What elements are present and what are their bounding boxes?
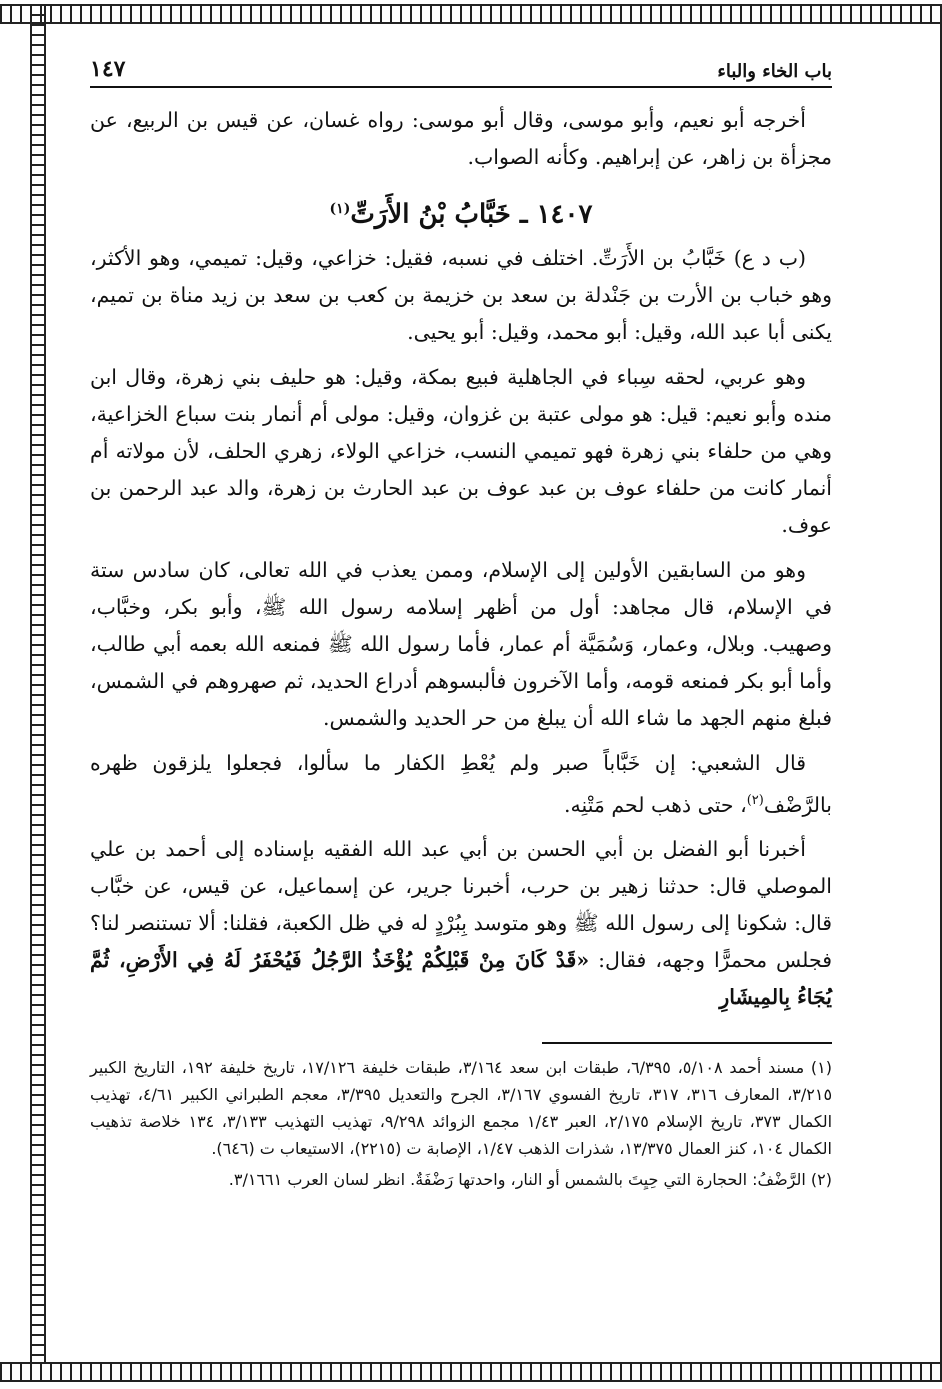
footnote-ref-2: (٢) [746,792,764,808]
hadith-quote: «قَدْ كَانَ مِنْ قَبْلِكُمْ يُؤْخَذُ الرَّجُلُ فَيُحْفَرُ لَهُ فِي الأَرْضِ، ثُمَّ يُجَاءُ بِالمِيشَارِ [90,948,832,1010]
paragraph-early-muslims: وهو من السابقين الأولين إلى الإسلام، وممن يعذب في الله تعالى، كان سادس ستة في الإسلام، قال مجاهد: أول من أظهر إسلامه رسول الله ﷺ، وأبو بكر، وخبَّاب، وصهيب. وبلال، وعمار، وَسُمَيَّة أم عمار، فأما رسول الله ﷺ فمنعه الله بعمه أبي طالب، وأما أبو بكر فمنعه قومه، وأما الآخرون فألبسوهم أدراع الحديد، ثم صهروهم في الشمس، فبلغ منهم الجهد ما شاء الله أن يبلغ من حر الحديد والشمس. [90,557,832,730]
decorative-border-left [30,4,46,1380]
footnote-1: (١) مسند أحمد ٥/١٠٨، ٦/٣٩٥، طبقات ابن سعد ٣/١٦٤، طبقات خليفة ١٧/١٢٦، تاريخ خليفة ١٩٢، التاريخ الكبير ٣/٢١٥، المعارف ٣١٦، ٣١٧، تاريخ الفسوي ٣/١٦٧، الجرح والتعديل ٣/٣٩٥، معجم الطبراني الكبير ٤/٦١، تهذيب الكمال ٣٧٣، تاريخ الإسلام ٢/١٧٥، العبر ١/٤٣ مجمع الزوائد ٩/٢٩٨، تهذيب التهذيب ٣/١٣٣، ١٣٤ خلاصة تذهيب الكمال ١٠٤، كنز العمال ١٣/٣٧٥، شذرات الذهب ١/٤٧، الإصابة ت (٢٢١٥)، الاستيعاب ت (٦٤٦). [90,1058,833,1159]
decorative-border-bottom [0,1362,942,1382]
paragraph-intro: أخرجه أبو نعيم، وأبو موسى، وقال أبو موسى: رواه غسان، عن قيس بن الربيع، عن مجزأة بن زاهر، عن إبراهيم. وكأنه الصواب. [90,108,832,169]
paragraph-shabi-text: قال الشعبي: إن خَبَّاباً صبر ولم يُعْطِ الكفار ما سألوا، فجعلوا يلزقون ظهره بالرَّضْف [90,750,832,817]
decorative-border-top [0,4,942,24]
paragraph-origin: وهو عربي، لحقه سِباء في الجاهلية فبيع بمكة، وقيل: هو حليف بني زهرة، وقال ابن منده وأبو نعيم: قيل: هو مولى عتبة بن غزوان، وقيل: مولى أم أنمار بنت سباع الخزاعية، وهي من حلفاء بني زهرة فهو تميمي النسب، خزاعي الولاء، زهري الحلف، لأن مولاته أم أنمار كانت من حلفاء عوف بن عبد عوف بن عبد الحارث بن زهرة، والد عبد الرحمن بن عوف. [90,364,832,537]
chapter-title: باب الخاء والباء [717,61,832,82]
paragraph-shabi-end: ، حتى ذهب لحم مَتْنِه. [564,792,747,817]
entry-title [90,190,832,234]
paragraph-lineage: (ب د ع) خَبَّابُ بن الأَرَتِّ. اختلف في نسبه، فقيل: خزاعي، وقيل: تميمي، وهو الأكثر، وهو خباب بن الأرت بن جَنْدلة بن سعد بن خزيمة بن كعب بن سعد بن زيد مناة بن تميم، يكنى أبا عبد الله، وقيل: أبو محمد، وقيل: أبو يحيى. [90,245,832,344]
paragraph-hadith-text: أخبرنا أبو الفضل بن أبي الحسن بن أبي عبد الله الفقيه بإسناده إلى أحمد بن علي الموصلي قال: حدثنا زهير بن حرب، أخبرنا جرير، عن إسماعيل، عن قيس، عن خبَّاب قال: شكونا إلى رسول الله ﷺ وهو متوسد بِبُرْدٍ له في ظل الكعبة، فقلنا: ألا تستنصر لنا؟ فجلس محمرًّا وجهه، فقال: [90,837,832,973]
paragraph-shabi [90,745,832,824]
footnote-2: (٢) الرَّضْفُ: الحجارة التي حِيِتَ بالشمس أو النار، واحدتها رَضْفَةٌ. انظر لسان العرب ٣/١٦٦١. [228,1170,832,1190]
footnote-divider [542,1042,832,1044]
entry-title-text: ١٤٠٧ ـ خَبَّابُ بْنُ الأَرَتِّ [350,199,593,230]
page-number: ١٤٧ [90,56,126,82]
running-header [90,52,832,88]
footnote-ref-1: (١) [329,201,351,217]
page-content [90,52,832,1193]
paragraph-hadith [90,831,832,1016]
